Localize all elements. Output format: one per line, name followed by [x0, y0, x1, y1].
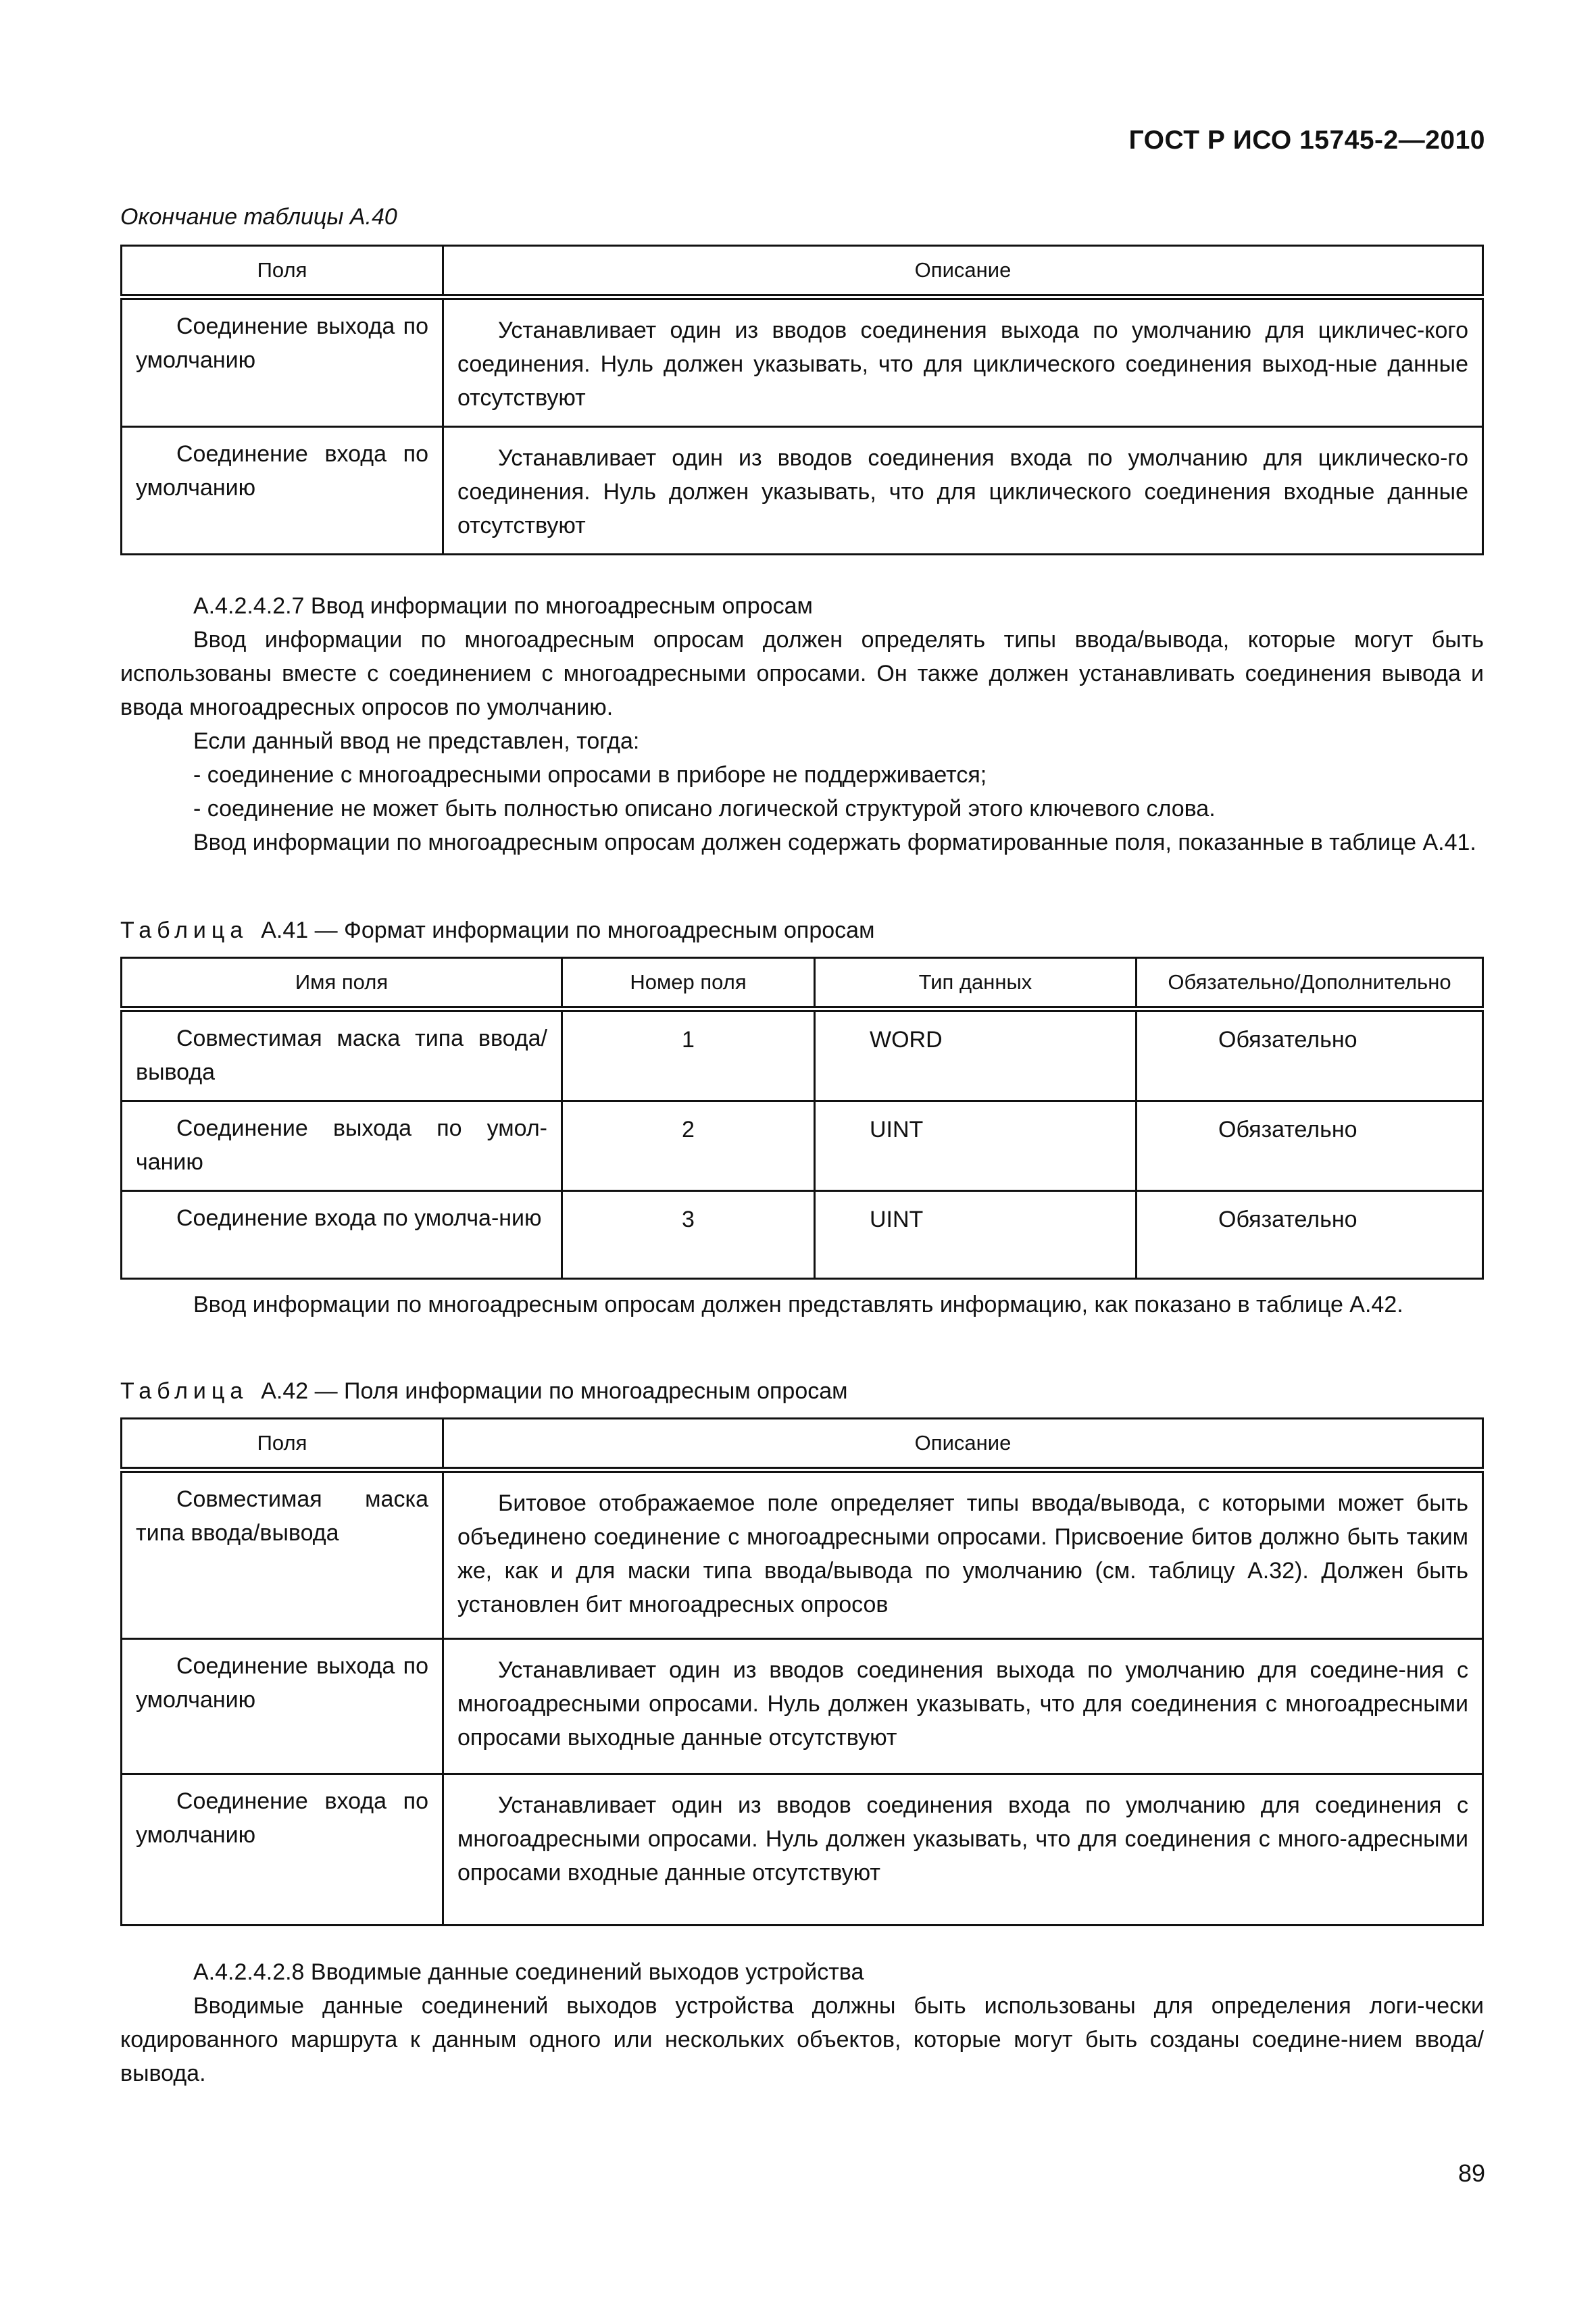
column-header: Поля [122, 1419, 443, 1470]
table-row [122, 1009, 1483, 1101]
description-cell: Устанавливает один из вводов соединения входа по умолчанию для соединения с многоадресными опросами. Нуль должен указывать, что для соединения с много-адресными опросами входные данные отсутствуют [443, 1774, 1483, 1926]
between-tables-paragraph: Ввод информации по многоадресным опросам должен представлять информацию, как показано в таблице А.42. [193, 1292, 1403, 1317]
paragraph: Если данный ввод не представлен, тогда: [193, 728, 640, 754]
column-header: Обязательно/Дополнительно [1137, 958, 1483, 1009]
table-row [122, 1191, 1483, 1279]
table-40-continuation-caption: Окончание таблицы А.40 [120, 204, 397, 230]
field-name-cell: Соединение входа по умолча-нию [122, 1191, 562, 1279]
required-cell: Обязательно [1137, 1009, 1483, 1101]
data-type-cell: UINT [815, 1191, 1137, 1279]
field-name-cell: Соединение выхода по умолчанию [122, 1639, 443, 1774]
column-header: Тип данных [815, 958, 1137, 1009]
section-a42427 [120, 589, 1484, 859]
description-cell: Устанавливает один из вводов соединения выхода по умолчанию для соедине-ния с многоадресными опросами. Нуль должен указывать, что для соединения с многоадресными опросами выходные данные отсутствуют [443, 1639, 1483, 1774]
table-row [122, 1774, 1483, 1926]
column-header: Описание [443, 1419, 1483, 1470]
table-header-row [122, 1419, 1483, 1470]
description-cell: Битовое отображаемое поле определяет типы ввода/вывода, с которыми может быть объединено соединение с многоадресными опросами. Присвоение битов должно быть таким же, как и для маски типа ввода/вывода по умолчанию (см. таблицу А.32). Должен быть установлен бит многоадресных опросов [443, 1470, 1483, 1639]
section-a42428 [120, 1955, 1484, 2090]
table-42-caption: Таблица А.42 — Поля информации по многоадресным опросам [120, 1378, 848, 1404]
paragraph: Вводимые данные соединений выходов устройства должны быть использованы для определения логи-чески кодированного маршрута к данным одного или нескольких объектов, которые могут быть созданы соедине-нием ввода/вывода. [120, 1993, 1484, 2086]
list-item: - соединение не может быть полностью описано логической структурой этого ключевого слова. [193, 796, 1216, 822]
description-cell: Устанавливает один из вводов соединения входа по умолчанию для циклическо-го соединения. Нуль должен указывать, что для циклического соединения входные данные отсутствуют [443, 427, 1483, 555]
field-number-cell: 3 [562, 1191, 815, 1279]
table-row [122, 427, 1483, 555]
table-41-caption: Таблица А.41 — Формат информации по многоадресным опросам [120, 917, 875, 943]
table-row [122, 297, 1483, 427]
field-name-cell: Соединение выхода по умолчанию [122, 297, 443, 427]
field-number-cell: 1 [562, 1009, 815, 1101]
table-header-row [122, 246, 1483, 297]
data-type-cell: WORD [815, 1009, 1137, 1101]
table-42 [120, 1417, 1484, 1926]
field-name-cell: Соединение входа по умолчанию [122, 1774, 443, 1926]
field-name-cell: Совместимая маска типа ввода/вывода [122, 1009, 562, 1101]
table-row [122, 1470, 1483, 1639]
list-item: - соединение с многоадресными опросами в приборе не поддерживается; [193, 762, 987, 788]
column-header: Поля [122, 246, 443, 297]
table-row [122, 1101, 1483, 1191]
standard-header: ГОСТ Р ИСО 15745-2—2010 [1128, 126, 1485, 155]
field-name-cell: Соединение входа по умолчанию [122, 427, 443, 555]
table-40 [120, 245, 1484, 555]
column-header: Имя поля [122, 958, 562, 1009]
table-row [122, 1639, 1483, 1774]
paragraph: Ввод информации по многоадресным опросам должен определять типы ввода/вывода, которые могут быть использованы вместе с соединением с многоадресными опросами. Он также должен устанавливать соединения вывода и ввода многоадресных опросов по умолчанию. [120, 627, 1484, 720]
field-name-cell: Соединение выхода по умол-чанию [122, 1101, 562, 1191]
section-heading: А.4.2.4.2.7 Ввод информации по многоадресным опросам [193, 593, 813, 619]
field-name-cell: Совместимая маска типа ввода/вывода [122, 1470, 443, 1639]
field-number-cell: 2 [562, 1101, 815, 1191]
paragraph: Ввод информации по многоадресным опросам должен содержать форматированные поля, показанные в таблице А.41. [193, 830, 1476, 855]
required-cell: Обязательно [1137, 1101, 1483, 1191]
column-header: Описание [443, 246, 1483, 297]
data-type-cell: UINT [815, 1101, 1137, 1191]
column-header: Номер поля [562, 958, 815, 1009]
required-cell: Обязательно [1137, 1191, 1483, 1279]
section-heading: А.4.2.4.2.8 Вводимые данные соединений выходов устройства [193, 1959, 864, 1985]
page-number: 89 [1457, 2159, 1485, 2187]
description-cell: Устанавливает один из вводов соединения выхода по умолчанию для цикличес-кого соединения. Нуль должен указывать, что для циклического соединения выход-ные данные отсутствуют [443, 297, 1483, 427]
table-header-row [122, 958, 1483, 1009]
table-41 [120, 957, 1484, 1280]
